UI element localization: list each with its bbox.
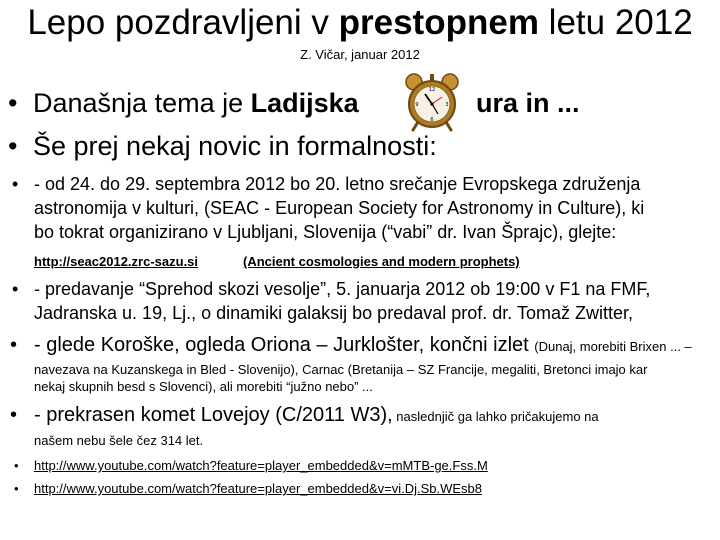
seac-link[interactable]: http://seac2012.zrc-sazu.si [34,254,199,269]
svg-text:3: 3 [445,102,449,108]
comet-detail: našem nebu šele čez 314 let. [34,433,204,448]
koroska-detail-line-1: navezava na Kuzanskega in Bled - Slovenijo), Carnac (Bretanija – SZ Francije, megaliti, Bretonci imajo kar [34,362,648,377]
seac-text-line-1: - od 24. do 29. septembra 2012 bo 20. letno srečanje Evropskega združenja [34,174,641,194]
bullet-marker: • [10,404,18,426]
lecture-text-line-1: - predavanje “Sprehod skozi vesolje”, 5. januarja 2012 ob 19:00 v F1 na FMF, [34,279,651,299]
bullet-marker: • [8,131,18,161]
youtube-link-2[interactable]: http://www.youtube.com/watch?feature=player_embedded&v=vi.Dj.Sb.WEsb8 [34,481,483,496]
bullet-marker: • [12,174,19,194]
svg-text:9: 9 [415,102,419,108]
seac-link-note[interactable]: (Ancient cosmologies and modern prophets) [243,254,520,269]
koroska-text: - glede Koroške, ogleda Oriona – Jurklošter, končni izlet (Dunaj, morebiti Brixen ... – [34,334,692,356]
page-title: Lepo pozdravljeni v prestopnem letu 2012 [27,3,693,42]
seac-text-line-3: bo tokrat organizirano v Ljubljani, Slovenija (“vabi” dr. Ivan Šprajc), glejte: [34,222,617,242]
youtube-link-1[interactable]: http://www.youtube.com/watch?feature=player_embedded&v=mMTB-ge.Fss.M [34,458,488,473]
bullet-marker: • [10,334,18,356]
bullet-marker: • [14,481,19,496]
lecture-text-line-2: Jadranska u. 19, Lj., o dinamiki galaksij bo predaval prof. dr. Tomaž Zwitter, [34,303,633,323]
svg-text:12: 12 [428,87,436,93]
comet-text: - prekrasen komet Lovejoy (C/2011 W3), naslednjič ga lahko pričakujemo na [34,404,599,426]
seac-text-line-2: astronomija v kulturi, (SEAC - European Society for Astronomy in Culture), ki [34,198,645,218]
topic-line-end: ura in ... [476,88,580,118]
bullet-marker: • [14,458,19,473]
intro-line: Še prej nekaj novic in formalnosti: [33,131,437,161]
topic-line: Današnja tema je Ladijska [33,88,359,118]
bullet-marker: • [8,88,18,118]
alarm-clock-icon [404,72,460,132]
bullet-marker: • [12,279,19,299]
svg-text:6: 6 [430,117,434,123]
koroska-detail-line-2: nekaj skupnih besd s Slovenci), ali morebiti “južno nebo” ... [34,379,373,394]
page-subtitle: Z. Vičar, januar 2012 [300,47,420,62]
